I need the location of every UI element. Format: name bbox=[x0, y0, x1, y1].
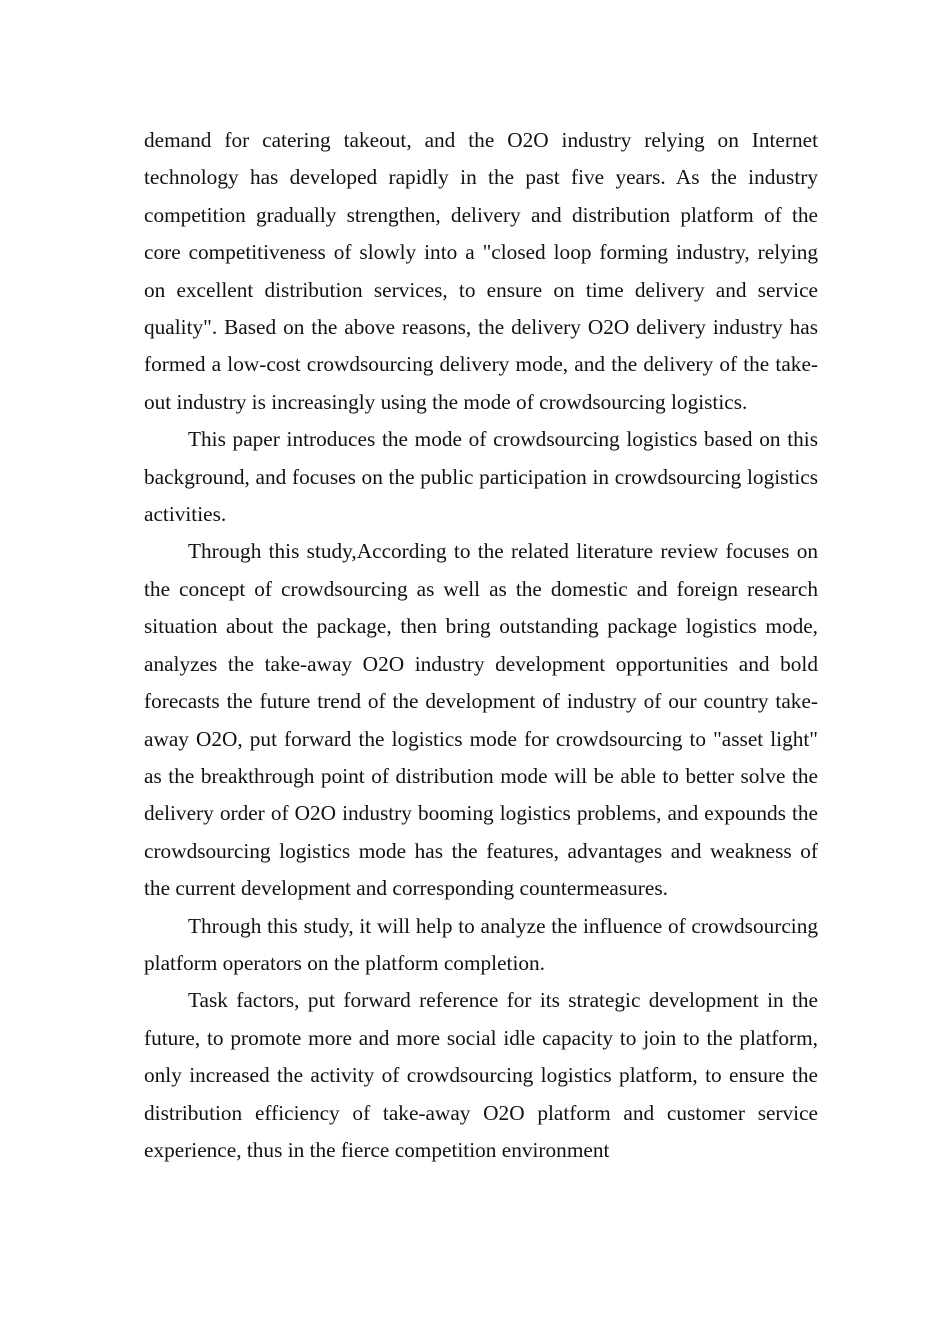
paragraph-introduction: This paper introduces the mode of crowdsourcing logistics based on this background, and focuses on the public participation in crowdsourcing logistics activities. bbox=[144, 427, 818, 527]
paragraph-study-influence: Through this study, it will help to analyze the influence of crowdsourcing platform operators on the platform completion. bbox=[144, 913, 818, 975]
paragraph-task-factors: Task factors, put forward reference for its strategic development in the future, to promote more and more social idle capacity to join to the platform, only increased the activity of crowdsourcing logistics platform, to ensure the distribution efficiency of take-away O2O platform and customer service experience, thus in the fierce competition environment bbox=[144, 988, 818, 1162]
paragraph-continuation: demand for catering takeout, and the O2O industry relying on Internet technology has developed rapidly in the past five years. As the industry competition gradually strengthen, delivery and distribution platform of the core competitiveness of slowly into a "closed loop forming industry, relying on excellent distribution services, to ensure on time delivery and service quality". Based on the above reasons, the delivery O2O delivery industry has formed a low-cost crowdsourcing delivery mode, and the delivery of the take-out industry is increasingly using the mode of crowdsourcing logistics. bbox=[144, 128, 818, 414]
paragraph-study-overview: Through this study,According to the related literature review focuses on the concept of crowdsourcing as well as the domestic and foreign research situation about the package, then bring outstanding package logistics mode, analyzes the take-away O2O industry development opportunities and bold forecasts the future trend of the development of industry of our country take-away O2O, put forward the logistics mode for crowdsourcing to "asset light" as the breakthrough point of distribution mode will be able to better solve the delivery order of O2O industry booming logistics problems, and expounds the crowdsourcing logistics mode has the features, advantages and weakness of the current development and corresponding countermeasures. bbox=[144, 539, 818, 901]
document-page bbox=[144, 122, 818, 1169]
